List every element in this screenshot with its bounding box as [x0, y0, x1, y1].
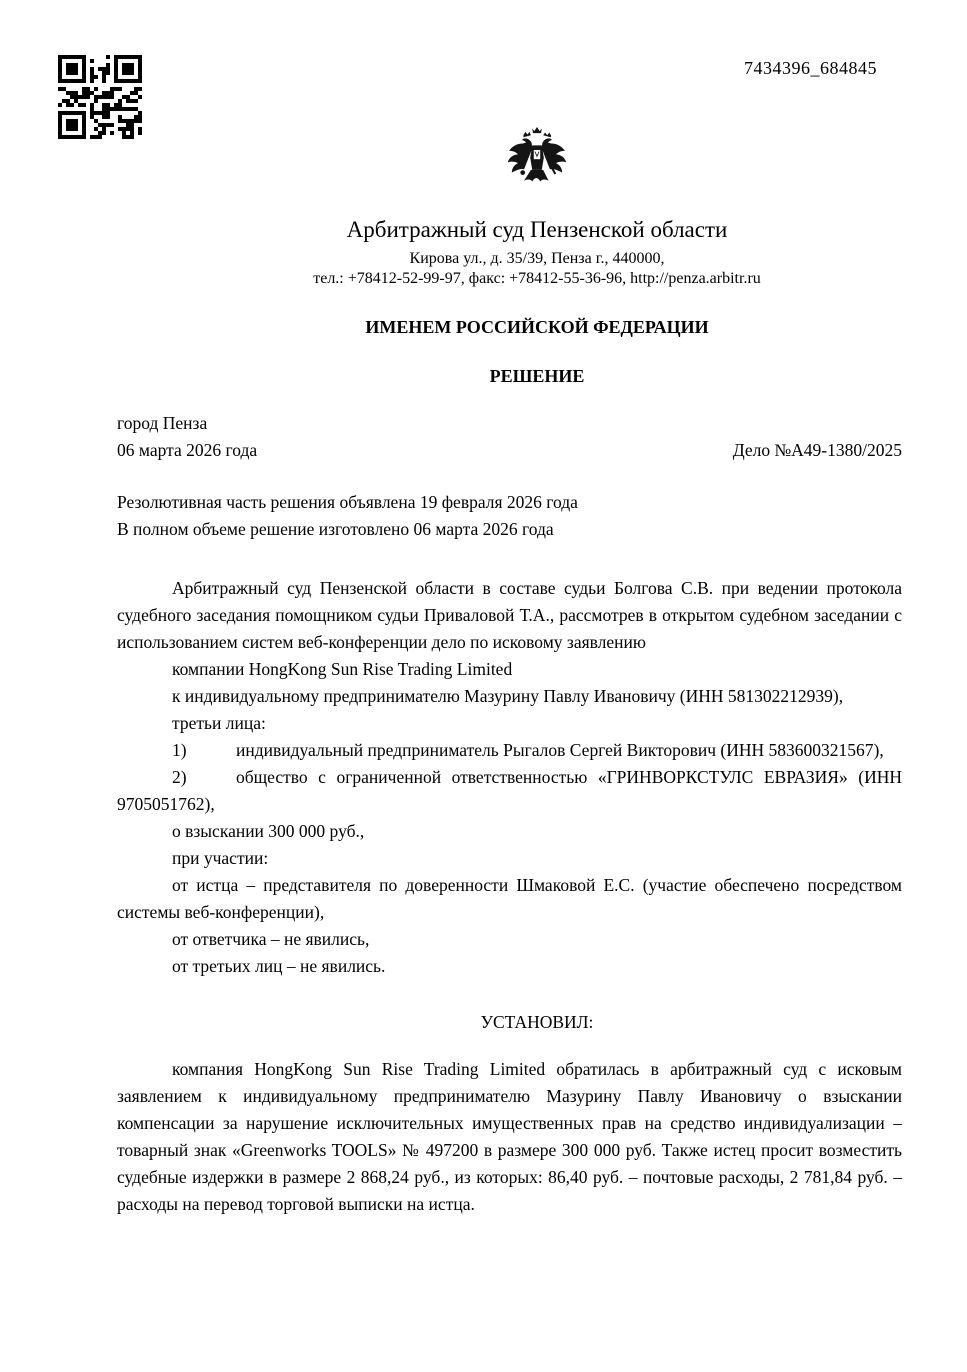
decision-date: 06 марта 2026 года — [117, 440, 258, 460]
qr-code-icon — [58, 55, 142, 139]
city-line: город Пенза — [117, 413, 208, 433]
third-party-text: индивидуальный предприниматель Рыгалов Сергей Викторович (ИНН 583600321567), — [236, 740, 884, 760]
heading-in-the-name: ИМЕНЕМ РОССИЙСКОЙ ФЕДЕРАЦИИ — [365, 317, 709, 337]
established-heading: УСТАНОВИЛ: — [480, 1012, 594, 1032]
attendance-item: от третьих лиц – не явились. — [172, 956, 386, 976]
court-name: Арбитражный суд Пензенской области — [346, 217, 728, 242]
intro-plaintiff: компании HongKong Sun Rise Trading Limited — [172, 659, 513, 679]
intro-composition: Арбитражный суд Пензенской области в составе судьи Болгова С.В. при ведении протокола судебного заседания помощником судьи Приваловой Т.А., рассмотрев в открытом судебном заседании с использованием систем веб-конференции дело по исковому заявлению — [117, 578, 902, 652]
heading-decision: РЕШЕНИЕ — [489, 366, 585, 386]
claim-line: о взыскании 300 000 руб., — [172, 821, 365, 841]
intro-defendant: к индивидуальному предпринимателю Мазурину Павлу Ивановичу (ИНН 581302212939), — [172, 686, 844, 706]
resolution-block — [117, 489, 902, 543]
established-section — [117, 1056, 902, 1218]
list-marker: 1) — [172, 740, 187, 760]
date-row — [117, 437, 902, 464]
court-contacts: тел.: +78412-52-99-97, факс: +78412-55-36-96, http://penza.arbitr.ru — [313, 270, 761, 287]
third-party-item — [117, 764, 902, 818]
list-marker: 2) — [172, 767, 187, 787]
third-party-text: общество с ограниченной ответственностью «ГРИНВОРКСТУЛС ЕВРАЗИЯ» (ИНН 9705051762), — [117, 767, 902, 814]
established-paragraph: компания HongKong Sun Rise Trading Limited обратилась в арбитражный суд с исковым заявлением к индивидуальному предпринимателю Мазурину Павлу Ивановичу о взыскании компенсации за нарушение исключительных имущественных прав на средство индивидуализации – товарный знак «Greenworks TOOLS» № 497200 в размере 300 000 руб. Также истец просит возместить судебные издержки в размере 2 868,24 руб., из которых: 86,40 руб. – почтовые расходы, 2 781,84 руб. – расходы на перевод торговой выписки на истца. — [117, 1059, 902, 1214]
attendance-item: от истца – представителя по доверенности Шмаковой Е.С. (участие обеспечено посредством системы веб-конференции), — [117, 875, 902, 922]
attendance-label: при участии: — [172, 848, 269, 868]
emblem-row — [117, 0, 902, 191]
full-text-line: В полном объеме решение изготовлено 06 марта 2026 года — [117, 519, 554, 539]
doc-number-label: 7434396_684845 — [744, 58, 877, 78]
operative-announced-line: Резолютивная часть решения объявлена 19 февраля 2026 года — [117, 492, 578, 512]
state-emblem-icon — [503, 125, 571, 191]
intro-section — [117, 575, 902, 980]
attendance-item: от ответчика – не явились, — [172, 929, 370, 949]
court-address: Кирова ул., д. 35/39, Пенза г., 440000, — [409, 250, 665, 267]
case-number: Дело №А49-1380/2025 — [732, 440, 902, 460]
third-party-item — [117, 737, 902, 764]
third-parties-label: третьи лица: — [172, 713, 266, 733]
